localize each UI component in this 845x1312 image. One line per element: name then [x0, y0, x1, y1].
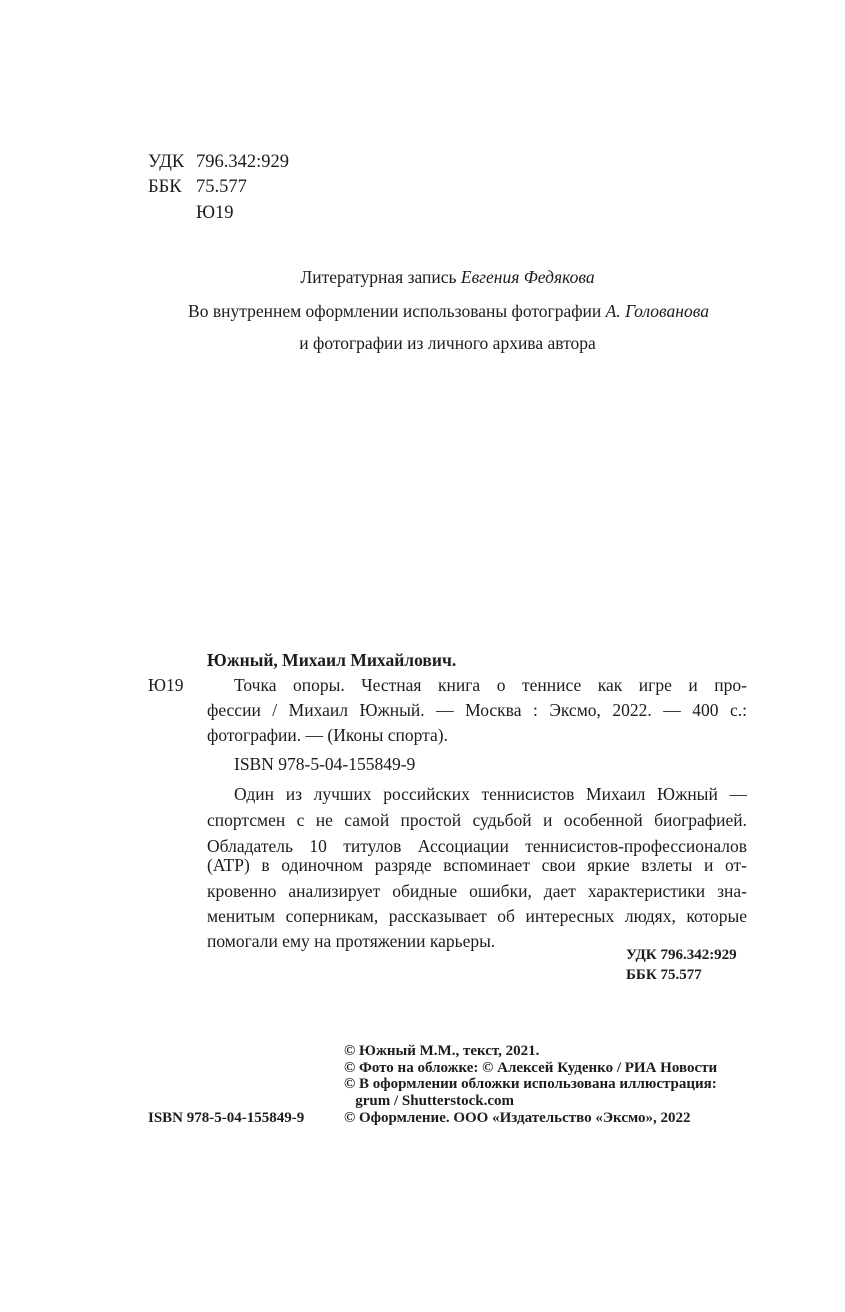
annotation-line-7: помогали ему на протяжении карьеры. — [207, 931, 496, 951]
photos-line-prefix: Во внутреннем оформлении использованы фотографии — [188, 301, 606, 321]
photos-line — [0, 298, 845, 324]
catalog-isbn: ISBN 978-5-04-155849-9 — [234, 754, 416, 774]
bbk-line — [148, 175, 247, 199]
catalog-title-line-3: фотографии. — (Иконы спорта). — [207, 725, 448, 745]
copyright-line-4: grum / Shutterstock.com — [344, 1093, 514, 1109]
catalog-author-heading: Южный, Михаил Михайлович. — [207, 650, 457, 670]
annotation-line-6: менитым соперникам, рассказывает об интересных людях, которые — [207, 906, 747, 926]
catalog-title-line-1: Точка опоры. Честная книга о теннисе как игре и про- — [234, 675, 747, 695]
catalog-mark: Ю19 — [148, 675, 184, 695]
annotation-line-4: (ATP) в одиночном разряде вспоминает свои яркие взлеты и от- — [207, 855, 747, 875]
catalog-bbk-short: ББК 75.577 — [626, 967, 702, 983]
literary-record-line — [0, 264, 845, 290]
catalog-udk-short: УДК 796.342:929 — [626, 947, 737, 963]
copyright-line-2: © Фото на обложке: © Алексей Куденко / РИА Новости — [344, 1060, 718, 1076]
copyright-line-1: © Южный М.М., текст, 2021. — [344, 1043, 540, 1059]
annotation-line-3: Обладатель 10 титулов Ассоциации теннисистов-профессионалов — [207, 836, 747, 856]
photos-line-2: и фотографии из личного архива автора — [299, 333, 596, 353]
udk-value: 796.342:929 — [196, 152, 290, 172]
copyright-isbn: ISBN 978-5-04-155849-9 — [148, 1110, 305, 1126]
bbk-label: ББК — [148, 177, 182, 197]
catalog-title-line-2: фессии / Михаил Южный. — Москва : Эксмо, 2022. — 400 с.: — [207, 700, 747, 720]
author-mark: Ю19 — [196, 203, 234, 223]
copyright-line-5: © Оформление. ООО «Издательство «Эксмо», 2022 — [344, 1110, 691, 1126]
bbk-value: 75.577 — [196, 177, 247, 197]
annotation-line-1: Один из лучших российских теннисистов Михаил Южный — — [234, 784, 747, 804]
copyright-line-3: © В оформлении обложки использована иллюстрация: — [344, 1076, 717, 1092]
annotation-line-5: кровенно анализирует обидные ошибки, дает характеристики зна- — [207, 881, 747, 901]
annotation-line-2: спортсмен с не самой простой судьбой и особенной биографией. — [207, 810, 747, 830]
literary-record-prefix: Литературная запись — [300, 267, 461, 287]
udk-line — [148, 150, 289, 174]
literary-record-name: Евгения Федякова — [460, 267, 595, 287]
udk-label: УДК — [148, 152, 185, 172]
photos-line-name: А. Голованова — [605, 301, 709, 321]
